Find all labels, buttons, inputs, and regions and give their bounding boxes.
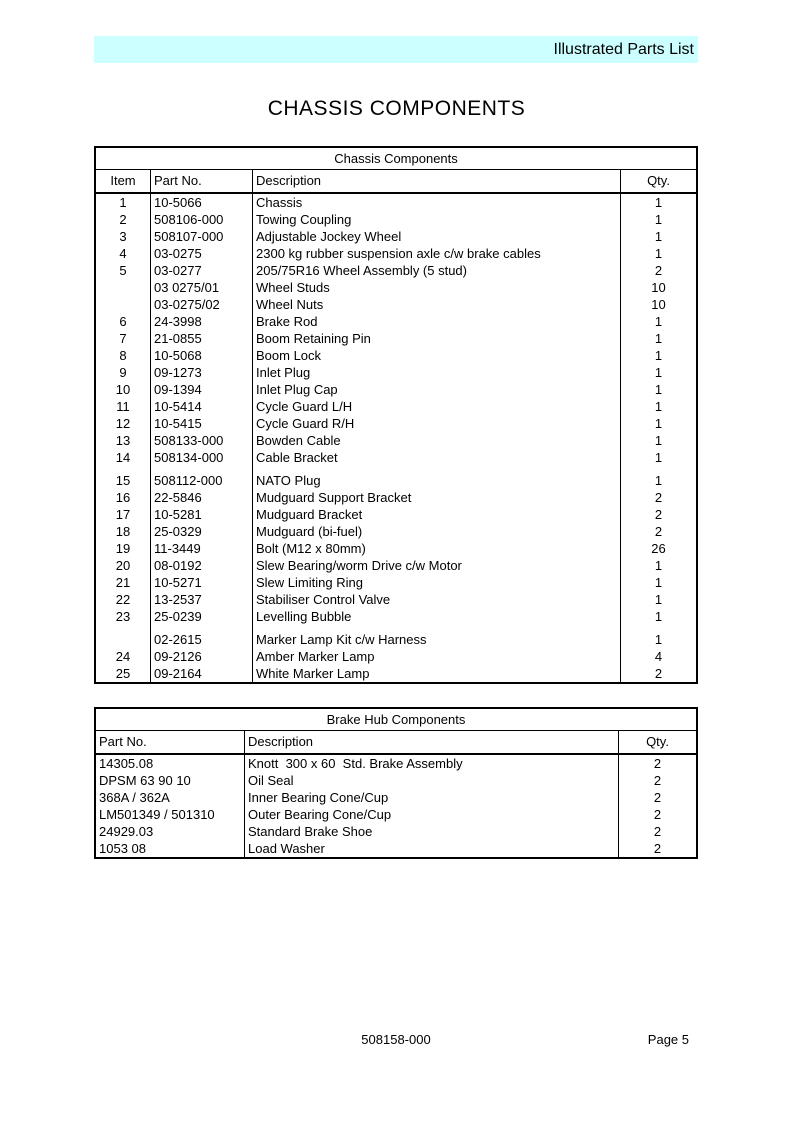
description-cell: Marker Lamp Kit c/w Harness [252, 625, 620, 648]
part-no-cell: 24929.03 [99, 824, 154, 839]
item-cell [96, 625, 150, 648]
part-no-cell: 24-3998 [150, 313, 252, 330]
part-no-cell: 21-0855 [150, 330, 252, 347]
table-row [96, 381, 696, 398]
description-cell: Cable Bracket [252, 449, 620, 466]
description-column-header: Description [252, 170, 620, 192]
qty-cell: 1 [620, 347, 696, 364]
item-cell [96, 279, 150, 296]
item-cell: 1 [119, 195, 127, 210]
table-row [96, 489, 696, 506]
description-cell: Wheel Studs [252, 279, 620, 296]
table-row [96, 432, 696, 449]
table-row [96, 194, 696, 211]
table-row [96, 262, 696, 279]
table-row [96, 772, 696, 789]
part-no-cell: 1053 08 [99, 841, 146, 856]
table-row [96, 840, 696, 857]
part-no-cell: DPSM 63 90 10 [99, 773, 191, 788]
part-no-cell: 03-0275 [150, 245, 252, 262]
item-cell: 5 [119, 263, 127, 278]
item-cell [96, 296, 150, 313]
description-cell: Boom Retaining Pin [252, 330, 620, 347]
item-cell: 18 [115, 524, 131, 539]
part-no-cell: 10-5414 [150, 398, 252, 415]
table-row [96, 608, 696, 625]
qty-cell: 1 [620, 574, 696, 591]
qty-cell: 1 [620, 398, 696, 415]
qty-cell: 1 [620, 625, 696, 648]
qty-cell: 2 [618, 806, 696, 823]
item-cell: 23 [115, 609, 131, 624]
item-cell: 14 [115, 450, 131, 465]
description-cell: Wheel Nuts [252, 296, 620, 313]
table-header-row [96, 170, 696, 194]
qty-cell: 2 [618, 772, 696, 789]
description-cell: Bowden Cable [252, 432, 620, 449]
part-no-cell: 25-0329 [150, 523, 252, 540]
item-cell: 3 [119, 229, 127, 244]
chassis-components-table [94, 146, 698, 684]
description-cell: Mudguard Support Bracket [252, 489, 620, 506]
part-no-column-header: Part No. [150, 170, 252, 192]
illustrated-parts-list-label: Illustrated Parts List [553, 41, 694, 58]
qty-cell: 1 [620, 557, 696, 574]
item-column-header: Item [110, 173, 136, 188]
description-cell: Boom Lock [252, 347, 620, 364]
qty-cell: 2 [620, 523, 696, 540]
description-cell: 2300 kg rubber suspension axle c/w brake cables [252, 245, 620, 262]
qty-cell: 1 [620, 466, 696, 489]
page-footer [94, 1032, 698, 1048]
table-row [96, 466, 696, 489]
table-row [96, 245, 696, 262]
qty-cell: 10 [620, 296, 696, 313]
part-no-cell: 09-1394 [150, 381, 252, 398]
part-no-cell: 508133-000 [150, 432, 252, 449]
item-cell: 13 [115, 433, 131, 448]
table-row [96, 648, 696, 665]
page-title: CHASSIS COMPONENTS [267, 97, 526, 120]
description-cell: Amber Marker Lamp [252, 648, 620, 665]
document-number: 508158-000 [361, 1032, 431, 1047]
item-cell: 24 [115, 649, 131, 664]
item-cell: 8 [119, 348, 127, 363]
table-row [96, 574, 696, 591]
part-no-cell: 03-0277 [150, 262, 252, 279]
description-cell: Mudguard Bracket [252, 506, 620, 523]
description-cell: Bolt (M12 x 80mm) [252, 540, 620, 557]
qty-cell: 1 [620, 228, 696, 245]
qty-cell: 26 [620, 540, 696, 557]
qty-cell: 2 [620, 262, 696, 279]
table-title: Chassis Components [96, 148, 696, 170]
item-cell: 9 [119, 365, 127, 380]
qty-cell: 1 [620, 364, 696, 381]
part-no-cell: 09-2164 [150, 665, 252, 682]
part-no-cell: 09-2126 [150, 648, 252, 665]
description-cell: Standard Brake Shoe [244, 823, 618, 840]
part-no-cell: LM501349 / 501310 [99, 807, 215, 822]
qty-cell: 1 [620, 245, 696, 262]
table-row [96, 211, 696, 228]
qty-cell: 1 [620, 381, 696, 398]
table-row [96, 506, 696, 523]
table-row [96, 296, 696, 313]
description-column-header: Description [244, 731, 618, 753]
item-cell: 17 [115, 507, 131, 522]
chassis-table-body [96, 194, 696, 682]
qty-cell: 1 [620, 591, 696, 608]
qty-cell: 1 [620, 194, 696, 211]
table-row [96, 523, 696, 540]
description-cell: Stabiliser Control Valve [252, 591, 620, 608]
description-cell: Brake Rod [252, 313, 620, 330]
item-cell: 22 [115, 592, 131, 607]
part-no-cell: 508134-000 [150, 449, 252, 466]
part-no-cell: 10-5281 [150, 506, 252, 523]
description-cell: Load Washer [244, 840, 618, 857]
part-no-cell: 508107-000 [150, 228, 252, 245]
qty-cell: 2 [618, 840, 696, 857]
table-row [96, 755, 696, 772]
qty-cell: 1 [620, 608, 696, 625]
brake-hub-table-body [96, 755, 696, 857]
table-row [96, 415, 696, 432]
table-row [96, 540, 696, 557]
qty-cell: 1 [620, 449, 696, 466]
table-title: Brake Hub Components [96, 709, 696, 731]
qty-cell: 1 [620, 330, 696, 347]
qty-column-header: Qty. [618, 731, 696, 753]
description-cell: Towing Coupling [252, 211, 620, 228]
part-no-cell: 368A / 362A [99, 790, 170, 805]
part-no-column-header: Part No. [99, 734, 147, 749]
table-row [96, 398, 696, 415]
header-banner [94, 36, 698, 63]
part-no-cell: 10-5271 [150, 574, 252, 591]
description-cell: Levelling Bubble [252, 608, 620, 625]
table-row [96, 330, 696, 347]
qty-column-header: Qty. [620, 170, 696, 192]
part-no-cell: 03-0275/02 [150, 296, 252, 313]
part-no-cell: 03 0275/01 [150, 279, 252, 296]
table-row [96, 449, 696, 466]
part-no-cell: 10-5415 [150, 415, 252, 432]
item-cell: 19 [115, 541, 131, 556]
qty-cell: 2 [618, 789, 696, 806]
description-cell: Inlet Plug Cap [252, 381, 620, 398]
part-no-cell: 10-5066 [150, 194, 252, 211]
item-cell: 15 [115, 473, 131, 488]
table-row [96, 665, 696, 682]
part-no-cell: 508112-000 [150, 466, 252, 489]
qty-cell: 4 [620, 648, 696, 665]
part-no-cell: 09-1273 [150, 364, 252, 381]
qty-cell: 2 [620, 665, 696, 682]
table-row [96, 313, 696, 330]
table-row [96, 347, 696, 364]
table-row [96, 625, 696, 648]
table-row [96, 279, 696, 296]
item-cell: 21 [115, 575, 131, 590]
qty-cell: 1 [620, 415, 696, 432]
qty-cell: 2 [618, 823, 696, 840]
table-row [96, 228, 696, 245]
item-cell: 2 [119, 212, 127, 227]
item-cell: 12 [115, 416, 131, 431]
description-cell: Adjustable Jockey Wheel [252, 228, 620, 245]
part-no-cell: 13-2537 [150, 591, 252, 608]
description-cell: Inner Bearing Cone/Cup [244, 789, 618, 806]
part-no-cell: 11-3449 [150, 540, 252, 557]
description-cell: Oil Seal [244, 772, 618, 789]
description-cell: Slew Bearing/worm Drive c/w Motor [252, 557, 620, 574]
table-row [96, 591, 696, 608]
item-cell: 25 [115, 666, 131, 681]
part-no-cell: 22-5846 [150, 489, 252, 506]
item-cell: 10 [115, 382, 131, 397]
description-cell: 205/75R16 Wheel Assembly (5 stud) [252, 262, 620, 279]
item-cell: 16 [115, 490, 131, 505]
description-cell: NATO Plug [252, 466, 620, 489]
table-header-row [96, 731, 696, 755]
part-no-cell: 10-5068 [150, 347, 252, 364]
qty-cell: 1 [620, 313, 696, 330]
description-cell: Chassis [252, 194, 620, 211]
item-cell: 20 [115, 558, 131, 573]
page-number-label: Page 5 [647, 1032, 689, 1047]
description-cell: White Marker Lamp [252, 665, 620, 682]
description-cell: Mudguard (bi-fuel) [252, 523, 620, 540]
part-no-cell: 14305.08 [99, 756, 154, 771]
part-no-cell: 02-2615 [150, 625, 252, 648]
description-cell: Cycle Guard L/H [252, 398, 620, 415]
table-row [96, 789, 696, 806]
part-no-cell: 508106-000 [150, 211, 252, 228]
brake-hub-components-table [94, 707, 698, 859]
description-cell: Slew Limiting Ring [252, 574, 620, 591]
table-row [96, 806, 696, 823]
description-cell: Inlet Plug [252, 364, 620, 381]
qty-cell: 1 [620, 432, 696, 449]
part-no-cell: 08-0192 [150, 557, 252, 574]
part-no-cell: 25-0239 [150, 608, 252, 625]
description-cell: Knott 300 x 60 Std. Brake Assembly [244, 755, 618, 772]
qty-cell: 10 [620, 279, 696, 296]
item-cell: 4 [119, 246, 127, 261]
description-cell: Cycle Guard R/H [252, 415, 620, 432]
qty-cell: 2 [620, 506, 696, 523]
description-cell: Outer Bearing Cone/Cup [244, 806, 618, 823]
item-cell: 11 [116, 399, 130, 414]
qty-cell: 2 [618, 755, 696, 772]
table-row [96, 364, 696, 381]
table-row [96, 823, 696, 840]
table-row [96, 557, 696, 574]
qty-cell: 2 [620, 489, 696, 506]
item-cell: 7 [119, 331, 127, 346]
qty-cell: 1 [620, 211, 696, 228]
item-cell: 6 [119, 314, 127, 329]
